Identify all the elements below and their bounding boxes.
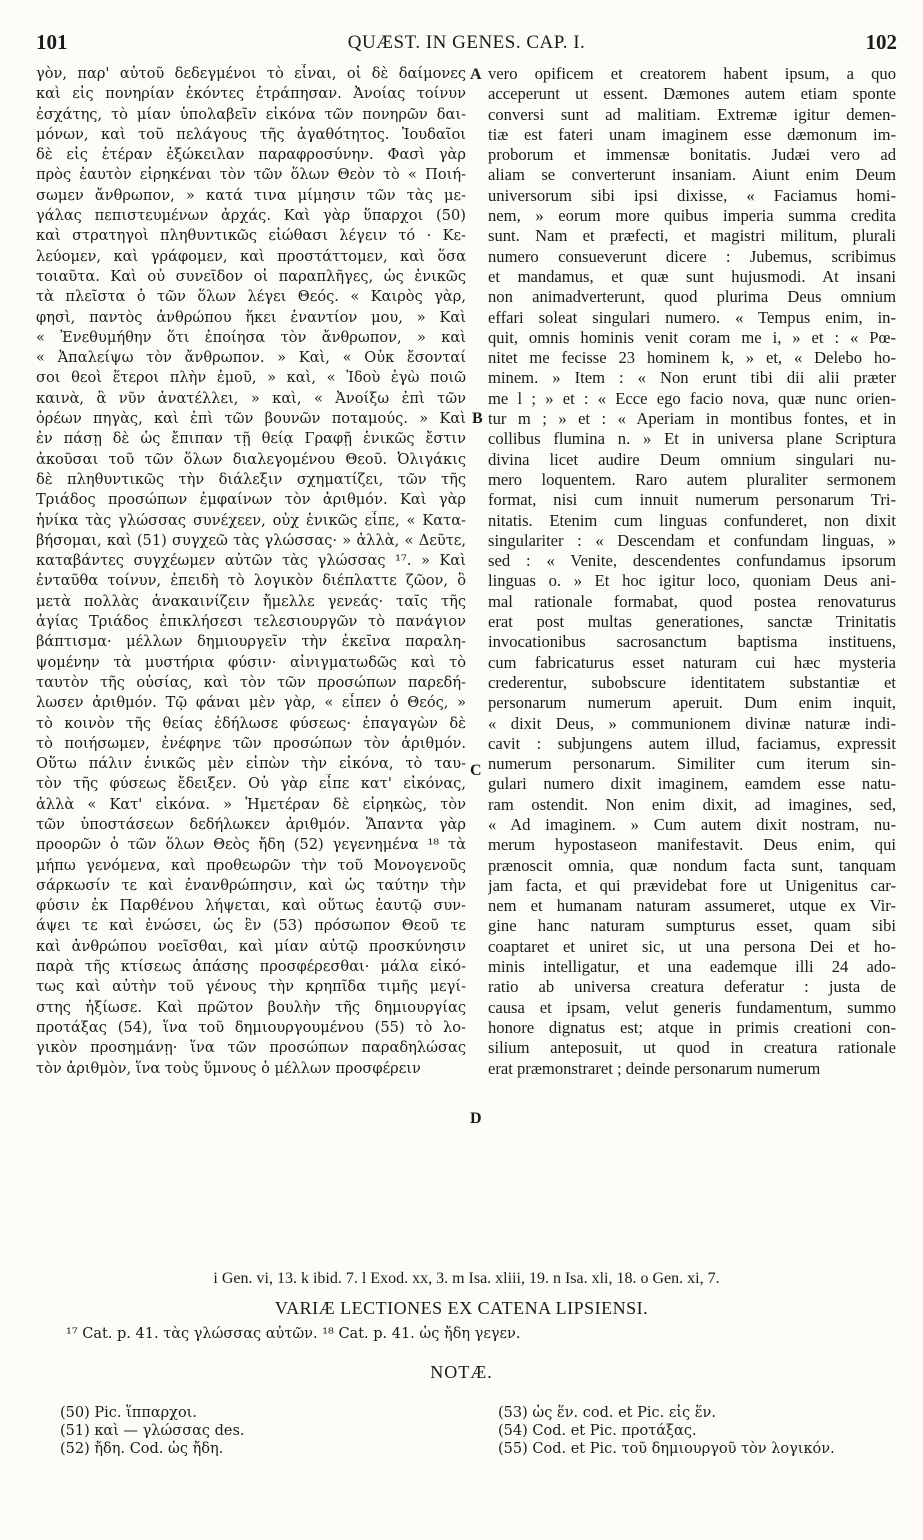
greek-text-line: δὲ πληθυντικῶς τὴν διάλεξιν σχηματίζει, τῶν τῆς bbox=[36, 470, 466, 488]
latin-text-line: nem, » eorum more quibus imperia summa credita bbox=[488, 206, 896, 226]
greek-text-line: καταβάντες συγχέωμεν αὐτῶν τὰς γλώσσας ¹⁷. » Καὶ bbox=[36, 552, 466, 570]
page-number-right: 102 bbox=[865, 30, 897, 54]
latin-text-line: crederentur, subobscure identitatem substantiæ et bbox=[488, 672, 896, 692]
latin-text-line: vero opificem et creatorem habent ipsum, a quo bbox=[488, 64, 896, 83]
note-item: (53) ὡς ἕν. cod. et Pic. εἰς ἕν. bbox=[498, 1405, 716, 1421]
greek-text-line: « Ἀπαλείψω τὸν ἄνθρωπον. » Καὶ, « Οὐκ ἔσονταί bbox=[36, 349, 466, 367]
margin-letter-c: C bbox=[470, 762, 482, 779]
greek-text-line: τοιαῦτα. Καὶ οὐ συνεῖδον οἱ παραπλῆγες, ὡς ἑνικῶς bbox=[36, 267, 466, 285]
greek-text-line: ἐνταῦθα τοίνυν, ἐπειδὴ τὸ λογικὸν διέπλαττε ζῶον, ὃ bbox=[36, 572, 466, 590]
page-number-left: 101 bbox=[36, 30, 68, 54]
greek-text-line: γὸν, παρ' αὐτοῦ δεδεγμένοι τὸ εἶναι, οἱ δὲ δαίμονες bbox=[36, 65, 466, 82]
margin-letter-a: A bbox=[470, 66, 482, 83]
greek-text-line: καὶ εἰς πονηρίαν ἑκόντες ἐτράπησαν. Ἀνοίας τοίνυν bbox=[36, 85, 466, 103]
greek-text-line: Τριάδος προσώπων ἐμφαίνων τὸν ἀριθμόν. Καὶ γὰρ bbox=[36, 491, 466, 509]
latin-text-line: invocationibus sacrosanctum baptisma instituens, bbox=[488, 632, 896, 652]
latin-text-line: minem. » Item : « Non erunt tibi dii alii præter bbox=[488, 368, 896, 388]
latin-text-line: sed : « Venite, descendentes confundamus ipsorum bbox=[488, 551, 896, 571]
latin-text-line: nitatis. Etenim cum linguas confunderet, non dixit bbox=[488, 510, 896, 530]
variae-lectiones-title: VARIÆ LECTIONES EX CATENA LIPSIENSI. bbox=[274, 1298, 649, 1318]
latin-text-line: silium anteposuit, ut quod in creatura rationale bbox=[488, 1038, 896, 1058]
margin-letter-d: D bbox=[470, 1110, 482, 1127]
margin-letter-b: B bbox=[472, 410, 483, 427]
latin-text-line: sunt. Nam et præfecti, et magistri militum, plurali bbox=[488, 226, 896, 246]
note-item: (52) ἤδη. Cod. ὡς ἤδη. bbox=[60, 1441, 224, 1457]
latin-text-line: tiæ est fateri unam imaginem esse dæmonum im- bbox=[488, 124, 896, 144]
greek-text-line: καὶ ἀνθρώπου νοεῖσθαι, καὶ μίαν αὐτῷ προσκύνησιν bbox=[36, 937, 466, 955]
greek-text-line: « Ἐνεθυμήθην ὅτι ἐποίησα τὸν ἄνθρωπον, » καὶ bbox=[36, 328, 466, 346]
latin-text-line: gine hanc naturam sumpturus esset, quam sibi bbox=[488, 916, 896, 936]
greek-text-line: στης ἠξίωσε. Καὶ πρῶτον βουλὴν τῆς δημιουργίας bbox=[36, 998, 466, 1016]
latin-text-line: erat post multas generationes, sanctæ Trinitatis bbox=[488, 612, 896, 632]
greek-text-line: ἐσχάτης, τὸ μίαν ὑπολαβεῖν εἰκόνα τῶν πονηρῶν δαι- bbox=[36, 105, 466, 123]
latin-text-line: cum fabricaturus esset naturam cui hæc mysteria bbox=[488, 652, 896, 672]
greek-text-line: μετὰ πολλὰς ἀνακαινίζειν ἤμελλε γενεάς· ταῖς τῆς bbox=[36, 592, 466, 610]
latin-text-line: singulariter : « Descendam et confundam linguas, » bbox=[488, 530, 896, 550]
greek-text-line: άψει τε καὶ ἑνώσει, ὡς ἓν (53) πρόσωπον Θεοῦ τε bbox=[36, 917, 466, 935]
greek-text-line: βάπτισμα· μέλλων δημιουργεῖν τὴν ἐκεῖνα παραλη- bbox=[36, 633, 466, 651]
latin-text-line: format, nisi cum innuit numerum personarum Tri- bbox=[488, 490, 896, 510]
greek-text-line: ψομένην τὰ μυστήρια φύσιν· αἰνιγματωδῶς καὶ τὸ bbox=[36, 653, 466, 671]
latin-text-line: erat præmonstraret ; deinde personarum numerum bbox=[488, 1058, 821, 1078]
greek-text-line: ἡνίκα τὰς γλώσσας συνέχεεν, οὐχ ἑνικῶς εἶπε, « Κατα- bbox=[36, 511, 466, 529]
greek-text-line: μήπω γενόμενα, καὶ προθεωρῶν τὴν τοῦ Μονογενοῦς bbox=[36, 856, 466, 874]
greek-text-column bbox=[36, 64, 466, 1079]
latin-text-line: mal rationale formabat, quod postea renovaturus bbox=[488, 591, 896, 611]
latin-text-line: acceperunt ut essent. Dæmones autem etiam sponte bbox=[488, 84, 896, 104]
note-item: (54) Cod. et Pic. προτάξας. bbox=[498, 1423, 697, 1439]
greek-text-line: ἀλλὰ « Κατ' εἰκόνα. » Ἡμετέραν δὲ εἰρηκὼς, τὸν bbox=[36, 795, 466, 813]
greek-text-line: προορῶν ὁ τῶν ὅλων Θεὸς ἤδη (52) γεγενημένα ¹⁸ τὰ bbox=[36, 836, 466, 854]
greek-text-line: τὸ ποιήσωμεν, ἐνέφηνε τῶν προσώπων τὸν ἀριθμόν. bbox=[36, 734, 466, 752]
latin-text-line: nem et humanam naturam assumeret, utque ex Vir- bbox=[488, 896, 896, 916]
notes-right-column bbox=[498, 1404, 835, 1458]
greek-text-line: καινὰ, ἃ νῦν ἀνατέλλει, » καὶ, « Ἀνοίξω ἐπὶ τῶν bbox=[36, 389, 466, 407]
latin-text-line: tur m ; » et : « Aperiam in montibus fontes, et in bbox=[488, 409, 896, 429]
greek-text-line: σωμεν ἄνθρωπον, » κατά τινα μίμησιν τῶν τὰς με- bbox=[36, 186, 466, 204]
latin-text-line: numerum personarum. Similiter cum iterum sin- bbox=[488, 754, 896, 774]
latin-text-line: aliam se converterunt insaniam. Aiunt enim Deum bbox=[488, 165, 896, 185]
latin-text-line: divina licet audire Deum omnium singulari nu- bbox=[488, 449, 896, 469]
latin-text-line: « dixit Deus, » communionem divinæ naturæ indi- bbox=[488, 713, 896, 733]
latin-text-line: et mandamus, et quæ sunt hujusmodi. At insani bbox=[488, 266, 896, 286]
greek-text-line: τὸν τῆς φύσεως ἔδειξεν. Οὐ γὰρ εἶπε κατ' εἰκόνας, bbox=[36, 775, 466, 793]
latin-text-line: merum hypostaseon manifestavit. Deus enim, qui bbox=[488, 835, 896, 855]
latin-text-line: personarum numerum aperuit. Dum enim inquit, bbox=[488, 693, 896, 713]
greek-text-line: ἁγίας Τριάδος ἐπικλήσεσι τελεσιουργῶν τὸ πανάγιον bbox=[36, 613, 466, 631]
note-item: (55) Cod. et Pic. τοῦ δημιουργοῦ τὸν λογικόν. bbox=[498, 1441, 835, 1457]
greek-text-line: βήσομαι, καὶ (51) συγχεῶ τὰς γλώσσας· » ἀλλὰ, « Δεῦτε, bbox=[36, 531, 466, 549]
latin-text-line: conversi sunt ad malitiam. Extremæ igitur demen- bbox=[488, 104, 896, 124]
greek-text-line: γάλας πεπιστευμένων ἀρχάς. Καὶ γὰρ ὕπαρχοι (50) bbox=[36, 207, 466, 225]
greek-text-line: ταυτὸν τῆς οὐσίας, καὶ τὸν τῶν προσώπων παρεδή- bbox=[36, 673, 466, 691]
latin-text-line: linguas o. » Et hoc igitur loco, quoniam Deus ani- bbox=[488, 571, 896, 591]
greek-text-line: ἐν πάσῃ δὲ ὡς ἔπιπαν τῇ θείᾳ Γραφῇ ἑνικῶς ἔστιν bbox=[36, 430, 466, 448]
greek-text-line: μόνων, καὶ τοῦ πελάγους τῆς ἀγαθότητος. Ἰουδαῖοι bbox=[36, 125, 466, 143]
greek-text-line: τὸν ἀριθμὸν, ἵνα τοὺς ὕμνους ὁ μέλλων προσφέρειν bbox=[36, 1059, 421, 1077]
greek-text-line: τως καὶ αὐτὴν τοῦ γένους τὴν κρηπῖδα τιμῆς μεγί- bbox=[36, 978, 466, 996]
notes-left-column bbox=[60, 1404, 245, 1458]
greek-text-line: δὲ εἰς ἑτέραν ἐξώκειλαν παραφροσύνην. Φασὶ γὰρ bbox=[36, 146, 466, 164]
latin-text-line: effari soleat singulari numero. « Tempus enim, in- bbox=[488, 307, 896, 327]
greek-text-line: τὰ πλεῖστα ὁ τῶν ὅλων λέγει Θεός. « Καιρὸς γὰρ, bbox=[36, 288, 466, 306]
greek-text-line: προτάξας (54), ἵνα τοῦ δημιουργουμένου (55) τὸ λο- bbox=[36, 1018, 466, 1036]
latin-text-line: prænoscit omnia, quæ nondum facta sunt, tanquam bbox=[488, 855, 896, 875]
greek-text-line: ἀκοῦσαι τοῦ τῶν ὅλων διαλεγομένου Θεοῦ. Ὀλιγάκις bbox=[36, 450, 466, 468]
greek-text-line: λωσεν ἀριθμόν. Τῷ φάναι μὲν γὰρ, « εἶπεν ὁ Θεός, » bbox=[36, 694, 466, 712]
latin-text-column bbox=[488, 64, 896, 1079]
page-header bbox=[36, 30, 897, 60]
latin-text-line: minis intelligatur, et una eademque illi 24 ado- bbox=[488, 957, 896, 977]
latin-text-line: honore dignatus est; atque in primis creationi con- bbox=[488, 1017, 896, 1037]
latin-text-line: collibus flumina n. » Et in universa plane Scriptura bbox=[488, 429, 896, 449]
greek-text-line: τῶν ὑποστάσεων δεδήλωκεν ἀριθμόν. Ἅπαντα γὰρ bbox=[36, 815, 466, 833]
greek-text-line: φύσιν ἐκ Παρθένου λήψεται, καὶ οὕτως ἑαυτῷ συν- bbox=[36, 897, 466, 915]
latin-text-line: mero loquentem. Raro autem pluraliter sermonem bbox=[488, 469, 896, 489]
latin-text-line: « Ad imaginem. » Cum autem dixit nostram, nu- bbox=[488, 814, 896, 834]
greek-text-line: Οὕτω πάλιν ἑνικῶς μὲν εἰπὼν τὴν εἰκόνα, τὸ ταυ- bbox=[36, 755, 466, 773]
greek-text-line: καὶ στρατηγοὶ πληθυντικῶς εἰώθασι λέγειν τό · Κε- bbox=[36, 227, 466, 245]
latin-text-line: ram ostendit. Non enim dixit, ad imagines, sed, bbox=[488, 794, 896, 814]
latin-text-line: numero consueverunt dicere : Jubemus, scribimus bbox=[488, 246, 896, 266]
scripture-footnotes: i Gen. vi, 13. k ibid. 7. l Exod. xx, 3. m Isa. xliii, 19. n Isa. xli, 18. o Gen. xi, 7. bbox=[213, 1270, 720, 1287]
latin-text-line: gulari numero dixit imaginem, eamdem esse natu- bbox=[488, 774, 896, 794]
greek-text-line: φησὶ, παντὸς ἀνθρώπου ἥκει ἐναντίον μου, » Καὶ bbox=[36, 308, 466, 326]
latin-text-line: jam facta, et qui prævidebat fore ut Unigenitus car- bbox=[488, 875, 896, 895]
latin-text-line: non animadverterunt, quod plurima Deus omnium bbox=[488, 287, 896, 307]
greek-text-line: παρὰ τῆς κτίσεως ἁπάσης προσφέρεσθαι· μάλα εἰκό- bbox=[36, 958, 466, 976]
greek-text-line: τὸ κοινὸν τῆς θείας ἐδήλωσε φύσεως· ἐπαγαγὼν δὲ bbox=[36, 714, 466, 732]
greek-text-line: σάρκωσίν τε καὶ ἐνανθρώπησιν, καὶ ὡς ταύτην τὴν bbox=[36, 876, 466, 894]
latin-text-line: quit, omnis hominis venit coram me i, » et : « Pœ- bbox=[488, 327, 896, 347]
latin-text-line: causa et ipsam, velut generis fundamentum, summo bbox=[488, 997, 896, 1017]
greek-text-line: γικὸν προσημάνῃ· ἵνα τῶν προσώπων παραδηλώσας bbox=[36, 1039, 466, 1057]
notae-title: NOTÆ. bbox=[430, 1362, 493, 1382]
greek-text-line: σοι θεοὶ ἕτεροι πλὴν ἐμοῦ, » καὶ, « Ἰδοὺ ἐγὼ ποιῶ bbox=[36, 369, 466, 387]
variae-lectiones-text: ¹⁷ Cat. p. 41. τὰς γλώσσας αὐτῶν. ¹⁸ Cat. p. 41. ὡς ἤδη γεγεν. bbox=[66, 1326, 521, 1342]
latin-text-line: cavit : subjungens autem illud, faciamus, expressit bbox=[488, 733, 896, 753]
latin-text-line: nitet me fecisse 23 hominem k, » et, « Delebo ho- bbox=[488, 348, 896, 368]
greek-text-line: πρὸς ἑαυτὸν εἰρηκέναι τὸν τῶν ὅλων Θεὸν τὸ « Ποιή- bbox=[36, 166, 466, 184]
latin-text-line: me l ; » et : « Ecce ego facio nova, quæ nunc orien- bbox=[488, 388, 896, 408]
note-item: (51) καὶ — γλώσσας des. bbox=[60, 1423, 245, 1439]
note-item: (50) Pic. ἵππαρχοι. bbox=[60, 1405, 197, 1421]
latin-text-line: universorum sibi ipsi dixisse, « Faciamus homi- bbox=[488, 185, 896, 205]
greek-text-line: λεύομεν, καὶ γράφομεν, καὶ προστάττομεν, καὶ ὅσα bbox=[36, 247, 466, 265]
latin-text-line: coaptaret et uniret sic, ut una persona Dei et ho- bbox=[488, 936, 896, 956]
latin-text-line: ratio ab universa creatura deferatur : justa de bbox=[488, 977, 896, 997]
latin-text-line: proborum et immensæ bonitatis. Judæi vero ad bbox=[488, 145, 896, 165]
running-title: QUÆST. IN GENES. CAP. I. bbox=[347, 32, 586, 53]
greek-text-line: ὀρέων πηγὰς, καὶ ἐπὶ τῶν βουνῶν ποταμούς. » Καὶ bbox=[36, 410, 466, 428]
